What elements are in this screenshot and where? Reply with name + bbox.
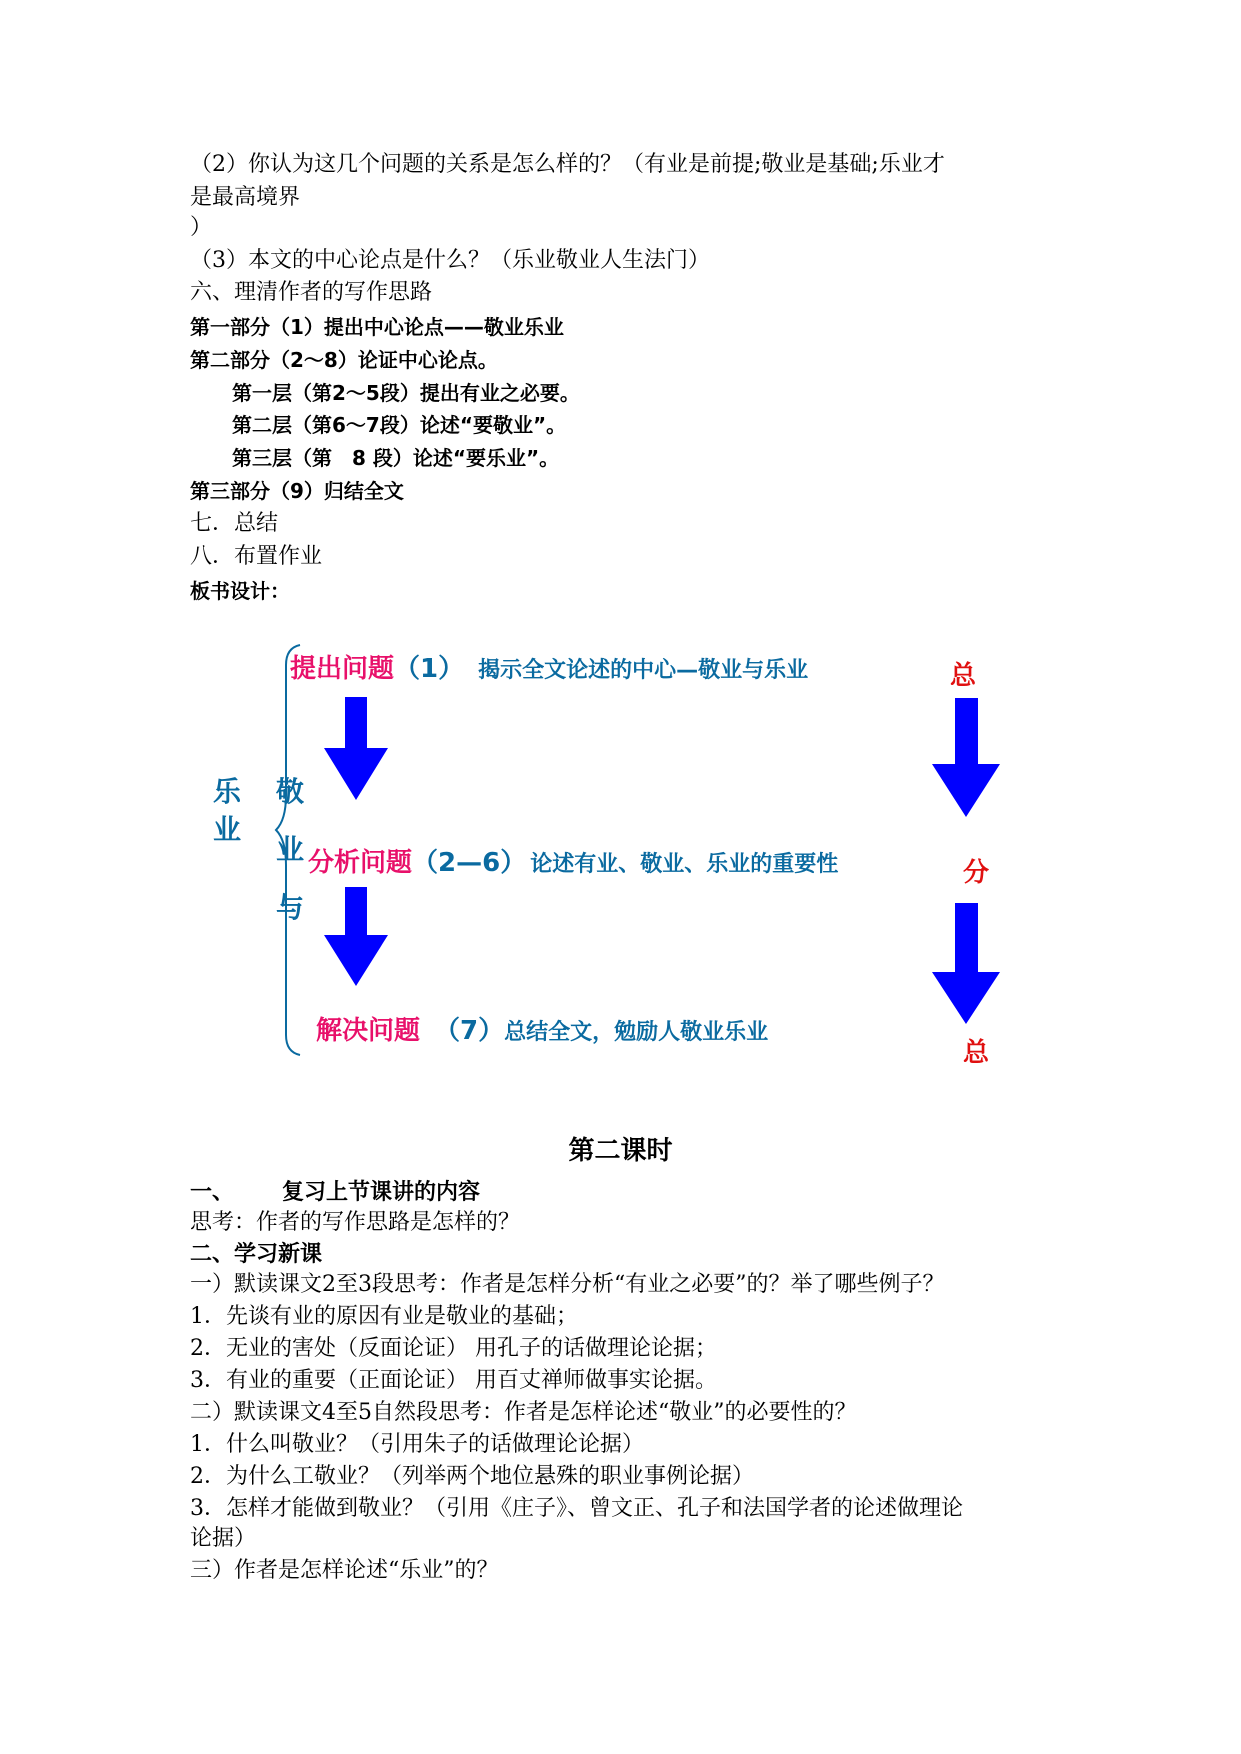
l2-q2: 二）默读课文4至5自然段思考：作者是怎样论述“敬业”的必要性的？ — [190, 1400, 857, 1425]
q2-line-1: （2）你认为这几个问题的关系是怎么样的？（有业是前提;敬业是基础;乐业才 — [190, 152, 945, 177]
row2-label: 分析问题 — [308, 848, 413, 878]
l2-section-1 — [190, 1178, 480, 1208]
l2-section-1-text: 复习上节课讲的内容 — [282, 1180, 481, 1205]
right-zong-top: 总 — [950, 661, 977, 691]
left-char-yu: 与 — [276, 891, 305, 924]
row2-desc: 论述有业、敬业、乐业的重要性 — [530, 852, 839, 877]
right-fen: 分 — [963, 858, 990, 888]
right-zong-bottom: 总 — [963, 1038, 990, 1068]
left-char-jing: 敬 — [276, 775, 305, 808]
layer-3: 第三层（第 8 段）论述“要乐业”。 — [232, 446, 560, 470]
board-design-label: 板书设计： — [190, 579, 290, 603]
part-2: 第二部分（2～8）论证中心论点。 — [190, 348, 498, 372]
arrow-down-icon — [932, 903, 1000, 1024]
l2-q1: 一）默读课文2至3段思考：作者是怎样分析“有业之必要”的？举了哪些例子？ — [190, 1272, 945, 1297]
row3-label: 解决问题 — [316, 1016, 421, 1046]
section-7-heading: 七．总结 — [190, 511, 279, 536]
l2-q1-item-3: 3．有业的重要（正面论证） 用百丈禅师做事实论据。 — [190, 1368, 717, 1393]
part-1: 第一部分（1）提出中心论点——敬业乐业 — [190, 315, 564, 339]
l2-q1-item-2: 2．无业的害处（反面论证） 用孔子的话做理论论据； — [190, 1336, 717, 1361]
arrow-down-icon — [324, 697, 388, 800]
q3-line: （3）本文的中心论点是什么？（乐业敬业人生法门） — [190, 248, 710, 273]
layer-1: 第一层（第2～5段）提出有业之必要。 — [232, 381, 580, 405]
l2-q2-item-1: 1．什么叫敬业？（引用朱子的话做理论论据） — [190, 1432, 644, 1457]
row2-num: （2—6） — [412, 848, 527, 878]
l2-q1-item-1: 1．先谈有业的原因有业是敬业的基础； — [190, 1304, 578, 1329]
row1-num: （1） — [394, 654, 465, 684]
l2-section-1-num: 一、 — [190, 1180, 235, 1205]
diagram-row-2 — [308, 842, 838, 879]
left-char-le: 乐 — [213, 775, 242, 808]
l2-think: 思考：作者的写作思路是怎样的？ — [190, 1210, 521, 1235]
left-char-ye: 业 — [213, 813, 242, 846]
q2-line-2: 是最高境界 — [190, 185, 301, 210]
l2-section-2: 二、学习新课 — [190, 1242, 323, 1267]
arrow-down-icon — [932, 698, 1000, 817]
q2-line-3: ） — [190, 215, 213, 240]
row3-desc: 总结全文，勉励人敬业乐业 — [504, 1020, 769, 1045]
arrow-down-icon — [324, 887, 388, 986]
lesson-2-title: 第二课时 — [568, 1136, 673, 1166]
diagram-row-3 — [316, 1010, 768, 1047]
l2-q3: 三）作者是怎样论述“乐业”的？ — [190, 1558, 499, 1583]
section-6-heading: 六、理清作者的写作思路 — [190, 280, 433, 305]
row1-desc: 揭示全文论述的中心—敬业与乐业 — [478, 658, 809, 683]
row3-num: （7） — [434, 1016, 505, 1046]
l2-q2-item-3-line-1: 3．怎样才能做到敬业？（引用《庄子》、曾文正、孔子和法国学者的论述做理论 — [190, 1496, 963, 1521]
diagram-row-1 — [290, 648, 808, 685]
l2-q2-item-2: 2．为什么工敬业？（列举两个地位悬殊的职业事例论据） — [190, 1464, 754, 1489]
row1-label: 提出问题 — [290, 654, 395, 684]
section-8-heading: 八．布置作业 — [190, 544, 323, 569]
layer-2: 第二层（第6～7段）论述“要敬业”。 — [232, 413, 567, 437]
part-3: 第三部分（9）归结全文 — [190, 479, 404, 503]
left-char-ye-2: 业 — [276, 833, 305, 866]
l2-q2-item-3-line-2: 论据） — [190, 1526, 257, 1551]
